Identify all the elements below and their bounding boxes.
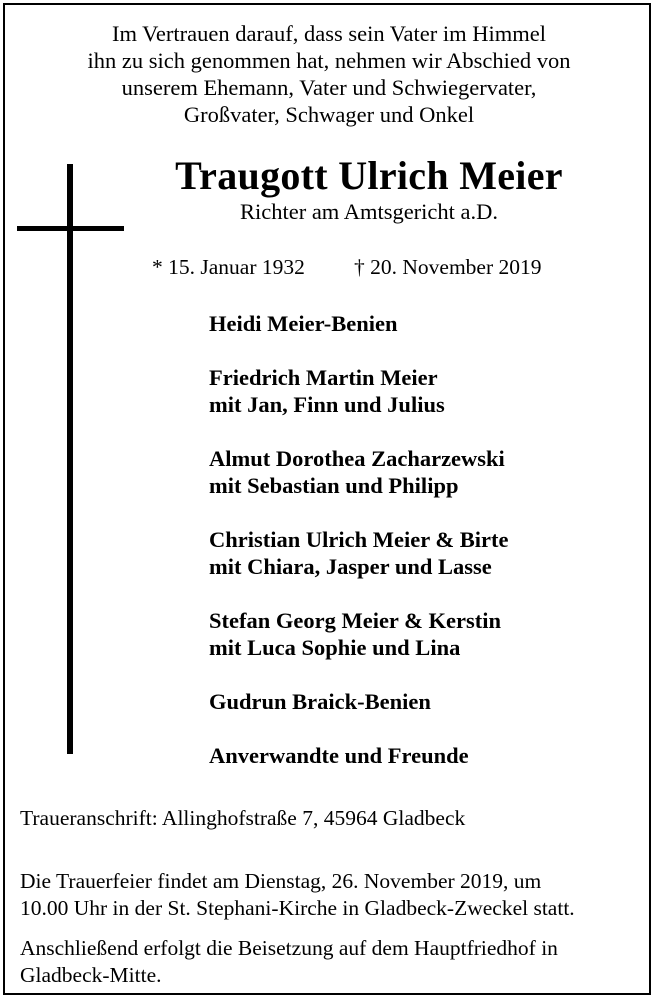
mourner-family: mit Chiara, Jasper und Lasse [209, 554, 492, 579]
deceased-name: Traugott Ulrich Meier [175, 153, 563, 198]
intro-text [0, 20, 658, 128]
mourner-entry [209, 310, 509, 337]
burial-info [20, 935, 650, 989]
intro-line: unserem Ehemann, Vater und Schwiegervater, [121, 75, 537, 100]
funeral-service-info [20, 868, 650, 922]
mourner-entry [209, 445, 509, 499]
mourner-name: Friedrich Martin Meier [209, 365, 438, 390]
intro-line: ihn zu sich genommen hat, nehmen wir Abschied von [87, 48, 571, 73]
mourners-list [209, 310, 509, 796]
ceremony-line: Die Trauerfeier findet am Dienstag, 26. November 2019, um [20, 869, 542, 893]
mourner-entry [209, 742, 509, 769]
death-date: † 20. November 2019 [354, 255, 542, 279]
burial-line: Gladbeck-Mitte. [20, 963, 162, 987]
cross-icon [67, 164, 73, 754]
mourner-name: Christian Ulrich Meier & Birte [209, 527, 509, 552]
mourner-entry [209, 364, 509, 418]
cross-icon-bar [17, 226, 124, 231]
birth-date: * 15. Januar 1932 [152, 255, 305, 279]
mourner-name: Heidi Meier-Benien [209, 311, 398, 336]
mourner-family: mit Jan, Finn und Julius [209, 392, 445, 417]
mourner-family: mit Sebastian und Philipp [209, 473, 459, 498]
intro-line: Im Vertrauen darauf, dass sein Vater im Himmel [111, 21, 547, 46]
mourner-entry [209, 607, 509, 661]
mourner-name: Gudrun Braick-Benien [209, 689, 431, 714]
mourner-entry [209, 688, 509, 715]
mourner-family: mit Luca Sophie und Lina [209, 635, 461, 660]
burial-line: Anschließend erfolgt die Beisetzung auf dem Hauptfriedhof in [20, 936, 558, 960]
mourner-name: Anverwandte und Freunde [209, 743, 469, 768]
ceremony-line: 10.00 Uhr in der St. Stephani-Kirche in Gladbeck-Zweckel statt. [20, 896, 575, 920]
mourning-address: Traueranschrift: Allinghofstraße 7, 45964 Gladbeck [20, 806, 466, 830]
mourner-entry [209, 526, 509, 580]
deceased-title: Richter am Amtsgericht a.D. [239, 199, 499, 224]
mourner-name: Almut Dorothea Zacharzewski [209, 446, 505, 471]
mourner-name: Stefan Georg Meier & Kerstin [209, 608, 501, 633]
intro-line: Großvater, Schwager und Onkel [183, 102, 475, 127]
